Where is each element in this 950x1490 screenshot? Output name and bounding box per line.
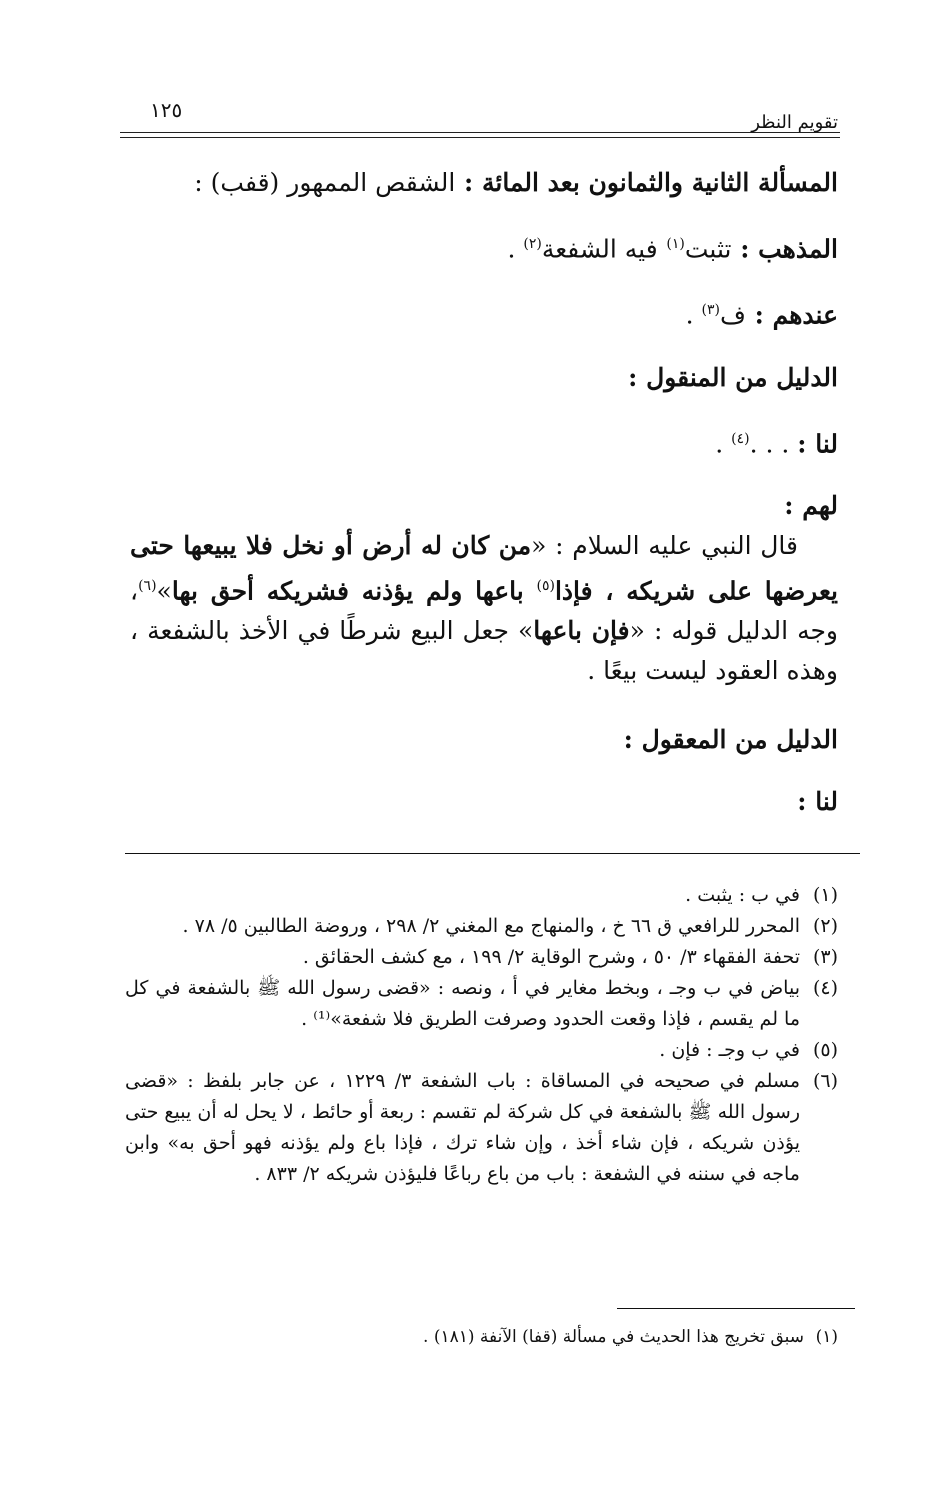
- subnote-separator: [617, 1308, 855, 1309]
- main-text: [130, 168, 838, 849]
- footnote-number: (٥): [812, 1039, 838, 1061]
- aql-heading: الدليل من المعقول :: [623, 725, 838, 755]
- para-text: » جعل البيع شرطًا في الأخذ بالشفعة ، وهذه العقود ليست بيعًا .: [130, 616, 838, 686]
- subnote-text: سبق تخريج هذا الحديث في مسألة (قفا) الآنفة (١٨١) .: [423, 1327, 804, 1347]
- hadith-text: باعها ولم يؤذنه فشريكه أحق بها: [171, 576, 537, 606]
- footnote: [125, 911, 838, 942]
- indahum-label: عندهم :: [754, 300, 838, 330]
- issue-label: المسألة الثانية والثمانون بعد المائة :: [464, 168, 838, 197]
- subnotes: [125, 1325, 838, 1349]
- lana-label: لنا :: [797, 428, 838, 458]
- quoted-phrase: فإن باعها: [533, 616, 630, 646]
- footnote: [125, 880, 838, 911]
- madhhab-line: [130, 230, 838, 263]
- footnote-mark: (٤): [731, 430, 750, 447]
- footnote-mark: (٣): [701, 302, 721, 319]
- footnote-text: المحرر للرافعي ق ٦٦ خ ، والمنهاج مع المغني ٢/ ٢٩٨ ، وروضة الطالبين ٥/ ٧٨ .: [182, 915, 800, 937]
- lahum-heading: لهم :: [784, 490, 838, 520]
- footnote: [125, 1066, 838, 1190]
- footnote-text: في ب : يثبت .: [685, 884, 800, 906]
- running-header-title: تقويم النظر: [751, 112, 838, 133]
- footnote-number: (٤): [812, 977, 838, 999]
- para-text: »: [156, 576, 172, 606]
- ellipsis: . . .: [749, 428, 798, 458]
- footnote-separator: [125, 853, 860, 854]
- punct: .: [715, 428, 732, 458]
- indahum-text: ف: [720, 300, 746, 330]
- hadith-text: من كان له أرض أو نخل فلا يبيعها حتى يعرضها على شريكه ، فإذا: [130, 530, 838, 606]
- footnote-mark: (٦): [138, 577, 157, 594]
- issue-topic: الشقص الممهور (قفب) :: [194, 168, 456, 197]
- naql-heading: الدليل من المنقول :: [628, 362, 838, 392]
- subnote-number: (١): [815, 1327, 838, 1347]
- footnote-number: (١): [812, 884, 838, 906]
- hadith-paragraph: [130, 526, 838, 691]
- footnote-number: (٣): [812, 946, 838, 968]
- footnote-text: مسلم في صحيحه في المساقاة : باب الشفعة ٣/ ١٢٢٩ ، عن جابر بلفظ : «قضى رسول الله ﷺ بالشفعة في كل شركة لم تقسم : ربعة أو حائط ، لا يحل له أن يبيع حتى يؤذن شريكه ، فإن شاء أخذ ، وإن شاء ترك ، فإذا باع ولم يؤذنه فهو أحق به» وابن ماجه في سننه في الشفعة : باب من باع رباعًا فليؤذن شريكه ٢/ ٨٣٣ .: [125, 1070, 801, 1185]
- para-text: قال النبي عليه السلام : «: [531, 530, 798, 560]
- footnote-number: (٦): [812, 1070, 838, 1092]
- header-rule-double: [120, 137, 840, 138]
- footnote-mark: (١): [666, 236, 685, 252]
- footnote-text: بياض في ب وجـ ، وبخط مغاير في أ ، ونصه : «قضى رسول الله ﷺ بالشفعة في كل ما لم يقسم ، فإذا وقعت الحدود وصرفت الطريق فلا شفعة»⁽¹⁾ .: [125, 977, 800, 1030]
- lana-2-label: لنا :: [797, 787, 838, 817]
- footnote-mark: (٢): [523, 236, 542, 252]
- footnote: [125, 973, 838, 1035]
- footnote: [125, 942, 838, 973]
- footnotes: [125, 880, 838, 1190]
- madhhab-text: فيه الشفعة: [541, 234, 658, 264]
- footnote-mark: (٥): [536, 577, 555, 594]
- indahum-line: [130, 296, 838, 329]
- punct: .: [507, 234, 524, 264]
- footnote-text: تحفة الفقهاء ٣/ ٥٠ ، وشرح الوقاية ٢/ ١٩٩ ، مع كشف الحقائق .: [302, 946, 800, 968]
- footnote: [125, 1035, 838, 1066]
- page-number: ١٢٥: [150, 98, 183, 122]
- footnote-number: (٢): [812, 915, 838, 937]
- madhhab-text: تثبت: [684, 234, 732, 264]
- lana-line: [130, 425, 838, 458]
- punct: .: [685, 300, 702, 330]
- footnote-text: في ب وجـ : فإن .: [659, 1039, 800, 1061]
- header-rule: [120, 132, 840, 133]
- madhhab-label: المذهب :: [740, 234, 838, 264]
- issue-title: [130, 168, 838, 197]
- para-text: ، وجه الدليل قوله : «: [130, 576, 839, 646]
- subnote: [125, 1325, 838, 1349]
